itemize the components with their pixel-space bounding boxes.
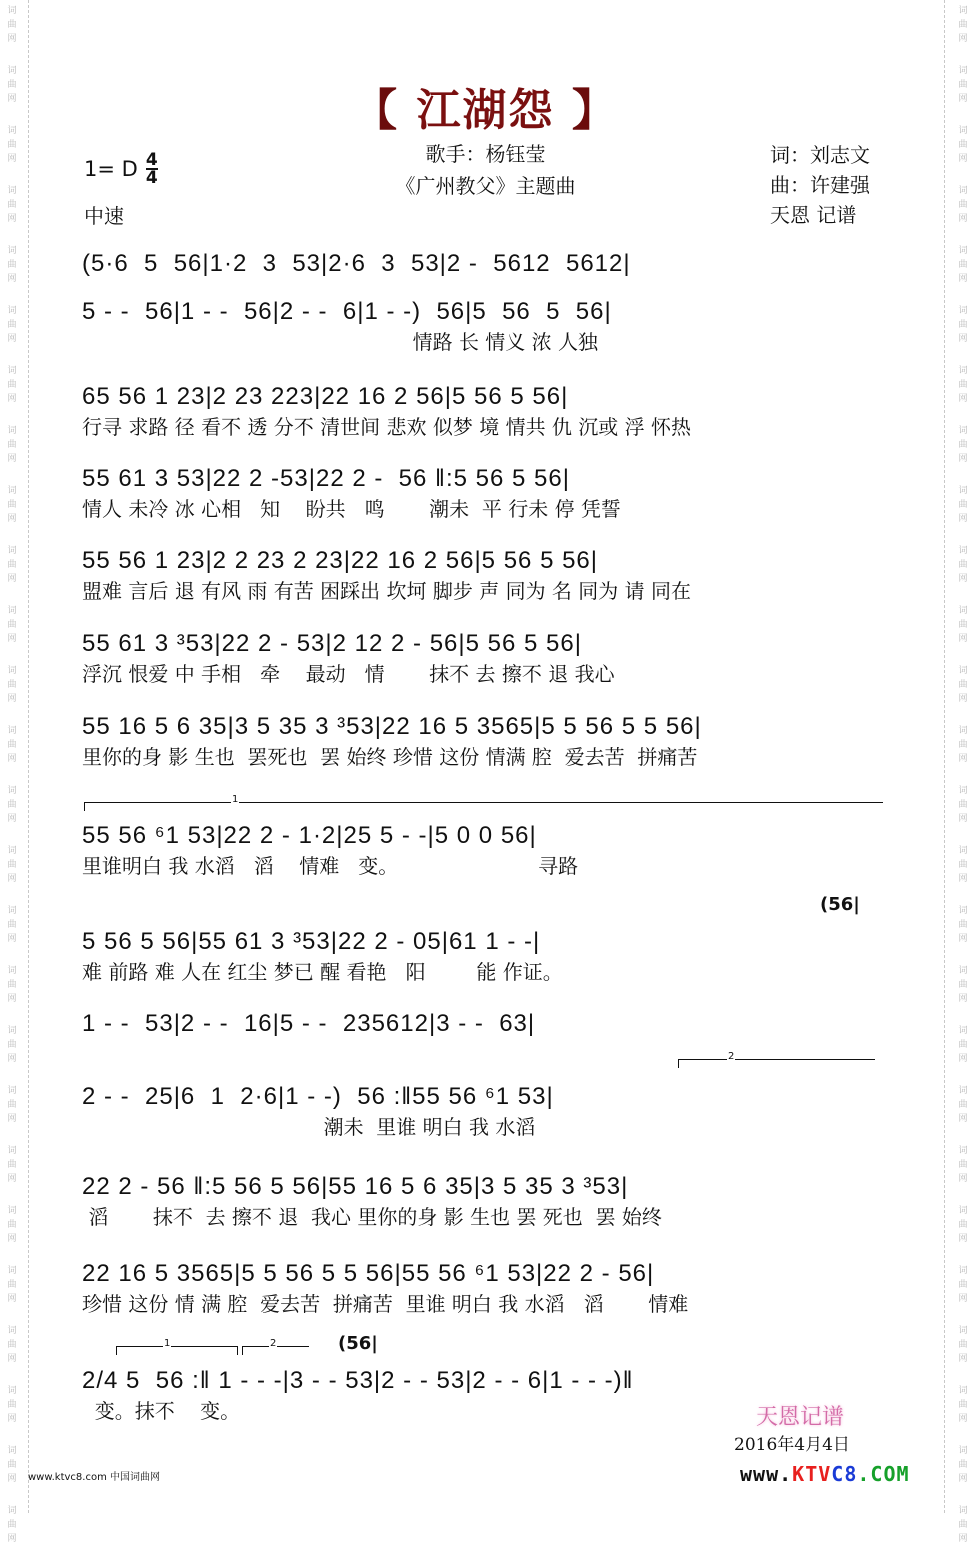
watermark-glyph: 网 [958,1534,968,1544]
watermark-glyph: 词 [7,126,17,136]
singer-line: 歌手：杨钰莹 [425,142,546,166]
watermark-glyph: 曲 [7,1340,17,1350]
watermark-glyph: 词 [7,606,17,616]
watermark-glyph: 网 [7,94,17,104]
watermark-glyph: 网 [958,934,968,944]
watermark-glyph: 曲 [958,1520,968,1530]
watermark-glyph: 曲 [7,860,17,870]
watermark-glyph: 词 [958,906,968,916]
watermark-glyph-group [2,1384,22,1426]
watermark-glyph: 网 [958,1174,968,1184]
logo-www: www. [740,1462,793,1486]
watermark-glyph: 网 [7,1234,17,1244]
watermark-glyph: 曲 [958,80,968,90]
watermark-glyph: 网 [958,274,968,284]
watermark-glyph: 曲 [7,320,17,330]
watermark-glyph: 网 [7,154,17,164]
watermark-glyph-group [953,784,971,826]
watermark-glyph: 词 [7,1146,17,1156]
watermark-glyph: 曲 [7,1100,17,1110]
watermark-glyph: 网 [958,634,968,644]
watermark-glyph: 网 [7,814,17,824]
watermark-glyph: 曲 [958,380,968,390]
watermark-glyph: 网 [958,574,968,584]
watermark-glyph: 曲 [958,1400,968,1410]
watermark-glyph: 词 [958,246,968,256]
watermark-glyph-group [953,1444,971,1486]
watermark-glyph: 网 [958,1234,968,1244]
score-line [82,250,886,278]
lyrics-row: 滔 抹不 去 擦不 退 我心 里你的身 影 生也 罢 死也 罢 始终 [82,1205,662,1229]
pickup-notation: (56| [820,894,860,915]
right-margin-watermark [944,0,971,1544]
watermark-glyph: 网 [958,1054,968,1064]
watermark-glyph-group [2,1504,22,1546]
watermark-glyph: 词 [958,1026,968,1036]
score-line [82,630,886,687]
watermark-glyph: 曲 [958,860,968,870]
watermark-glyph: 网 [7,274,17,284]
watermark-glyph: 网 [7,214,17,224]
watermark-glyph: 曲 [958,1100,968,1110]
watermark-glyph: 曲 [958,1460,968,1470]
watermark-glyph-group [2,664,22,706]
watermark-glyph-group [2,1444,22,1486]
watermark-glyph: 曲 [958,1160,968,1170]
score-line [82,465,886,522]
watermark-glyph-group [953,484,971,526]
lyrics-row: 潮未 里谁 明白 我 水滔 [82,1115,536,1139]
watermark-glyph: 网 [958,1474,968,1484]
watermark-glyph: 网 [958,94,968,104]
key-signature [84,152,158,186]
watermark-glyph: 网 [958,1114,968,1124]
watermark-glyph: 网 [958,994,968,1004]
watermark-glyph: 曲 [7,380,17,390]
watermark-glyph: 词 [7,1206,17,1216]
notation-row: 55 61 3 53|22 2 -53|22 2 - 56 ‖:5 56 5 56| [82,465,570,492]
notation-row: 55 61 3 ³53|22 2 - 53|2 12 2 - 56|5 56 5 56| [82,630,582,657]
watermark-glyph: 网 [958,514,968,524]
logo-ktv: KTV [792,1462,832,1486]
watermark-glyph-group [2,1144,22,1186]
watermark-glyph-group [2,484,22,526]
watermark-glyph: 网 [958,694,968,704]
title-bracket-left: 【 [353,85,400,136]
watermark-glyph: 曲 [7,440,17,450]
watermark-glyph: 网 [7,994,17,1004]
volta-2-ending [242,1338,309,1355]
volta-1-bracket [84,794,883,811]
watermark-glyph-group [953,1084,971,1126]
watermark-glyph-group [953,304,971,346]
score-line [82,713,886,770]
watermark-glyph: 网 [958,214,968,224]
time-signature [146,152,158,186]
watermark-glyph-group [953,1204,971,1246]
watermark-glyph: 曲 [7,1520,17,1530]
notation-row: 65 56 1 23|2 23 223|22 16 2 56|5 56 5 56| [82,383,569,410]
watermark-glyph: 网 [7,514,17,524]
watermark-glyph-group [953,1144,971,1186]
watermark-glyph-group [953,724,971,766]
watermark-glyph: 网 [958,874,968,884]
watermark-glyph-group [2,724,22,766]
watermark-glyph: 曲 [958,560,968,570]
watermark-glyph: 词 [7,966,17,976]
watermark-glyph: 词 [958,726,968,736]
watermark-glyph-group [2,844,22,886]
watermark-glyph: 曲 [958,740,968,750]
watermark-glyph: 网 [7,934,17,944]
watermark-glyph: 网 [7,394,17,404]
watermark-glyph: 词 [7,366,17,376]
notation-row: 55 56 ⁶1 53|22 2 - 1·2|25 5 - -|5 0 0 56| [82,822,537,849]
watermark-glyph: 词 [958,1446,968,1456]
watermark-glyph: 词 [7,1266,17,1276]
watermark-glyph: 词 [7,1326,17,1336]
watermark-glyph: 网 [958,154,968,164]
watermark-glyph: 词 [958,1086,968,1096]
watermark-glyph: 词 [958,786,968,796]
watermark-glyph-group [2,364,22,406]
watermark-glyph: 网 [7,874,17,884]
notation-row: 2/4 5 56 :‖ 1 - - -|3 - - 53|2 - - 53|2 - - 6|1 - - -)‖ [82,1367,634,1394]
lyrics-row: 里谁明白 我 水滔 滔 情难 变。 寻路 [82,854,579,878]
watermark-glyph: 曲 [7,620,17,630]
watermark-glyph-group [2,1204,22,1246]
watermark-glyph: 曲 [7,800,17,810]
watermark-glyph: 词 [958,1386,968,1396]
watermark-glyph-group [953,1024,971,1066]
watermark-glyph: 词 [7,1086,17,1096]
watermark-glyph: 曲 [7,980,17,990]
time-sig-bottom: 4 [145,168,158,188]
watermark-glyph: 词 [958,846,968,856]
watermark-glyph-group [953,844,971,886]
watermark-glyph: 曲 [7,140,17,150]
watermark-glyph-group [953,1264,971,1306]
left-margin-watermark [0,0,29,1544]
watermark-glyph: 网 [958,1414,968,1424]
watermark-glyph: 网 [7,1534,17,1544]
watermark-glyph: 词 [7,726,17,736]
volta-2-label: 2 [728,1051,735,1062]
watermark-glyph: 词 [958,426,968,436]
lyrics-row: 变。抹不 变。 [82,1399,241,1423]
title-text: 江湖怨 [416,85,555,136]
watermark-glyph: 曲 [7,1400,17,1410]
watermark-glyph-group [953,424,971,466]
watermark-glyph: 网 [7,634,17,644]
watermark-glyph-group [953,4,971,46]
transcriber-stamp: 天恩记谱 [756,1405,845,1430]
score-line [82,1173,886,1230]
watermark-glyph: 词 [958,1266,968,1276]
score-line [82,822,886,879]
watermark-glyph: 词 [958,186,968,196]
watermark-glyph-group [2,904,22,946]
watermark-glyph: 曲 [958,440,968,450]
watermark-glyph: 网 [7,694,17,704]
watermark-glyph: 曲 [7,560,17,570]
watermark-glyph: 网 [7,1474,17,1484]
key-text: 1= D [84,157,138,181]
lyrics-row: 珍惜 这份 情 满 腔 爱去苦 拼痛苦 里谁 明白 我 水滔 滔 情难 [82,1292,689,1316]
lyrics-row: 行寻 求路 径 看不 透 分不 清世间 悲欢 似梦 境 情共 仇 沉或 浮 怀热 [82,415,692,439]
watermark-glyph: 网 [958,754,968,764]
watermark-glyph-group [953,1504,971,1546]
watermark-glyph: 网 [7,334,17,344]
watermark-glyph: 词 [7,546,17,556]
watermark-glyph-group [2,304,22,346]
watermark-glyph: 网 [7,1174,17,1184]
watermark-glyph: 词 [958,126,968,136]
watermark-glyph: 词 [7,666,17,676]
score-line [82,1260,886,1317]
notation-row: 2 - - 25|6 1 2·6|1 - -) 56 :‖55 56 ⁶1 53| [82,1083,554,1110]
watermark-glyph: 网 [7,34,17,44]
watermark-glyph: 网 [958,454,968,464]
watermark-glyph: 曲 [958,1220,968,1230]
watermark-glyph: 词 [958,606,968,616]
watermark-glyph: 曲 [7,1040,17,1050]
watermark-glyph-group [2,1024,22,1066]
logo-com: .COM [857,1462,910,1486]
watermark-glyph-group [953,604,971,646]
watermark-glyph-group [953,1384,971,1426]
score-line [82,298,886,355]
title-bracket-right: 】 [571,85,618,136]
watermark-glyph: 词 [7,1506,17,1516]
watermark-glyph: 曲 [7,80,17,90]
watermark-glyph-group [953,964,971,1006]
watermark-glyph: 词 [958,1206,968,1216]
watermark-glyph-group [2,1084,22,1126]
lyricist: 词：刘志文 [770,143,870,167]
watermark-glyph: 词 [7,786,17,796]
watermark-glyph: 曲 [958,20,968,30]
watermark-glyph: 网 [7,1294,17,1304]
watermark-glyph: 词 [7,6,17,16]
watermark-glyph: 网 [958,814,968,824]
watermark-glyph: 曲 [958,620,968,630]
notation-row: 55 56 1 23|2 2 23 2 23|22 16 2 56|5 56 5 56| [82,547,599,574]
tempo-marking: 中速 [84,204,124,228]
watermark-glyph: 曲 [958,1280,968,1290]
lyrics-row: 浮沉 恨爱 中 手相 牵 最动 情 抹不 去 擦不 退 我心 [82,662,615,686]
watermark-glyph: 网 [7,574,17,584]
score-line [82,1083,886,1140]
volta-1-ending-label: 1 [164,1338,171,1349]
watermark-glyph: 曲 [7,1160,17,1170]
watermark-glyph: 曲 [958,1040,968,1050]
watermark-glyph: 词 [7,186,17,196]
watermark-glyph-group [2,424,22,466]
watermark-glyph: 曲 [958,320,968,330]
score-line [82,547,886,604]
watermark-glyph: 词 [7,246,17,256]
logo-c8: C8 [831,1462,858,1486]
watermark-glyph: 词 [958,666,968,676]
watermark-glyph-group [953,904,971,946]
watermark-glyph: 曲 [958,260,968,270]
watermark-glyph: 词 [958,486,968,496]
watermark-glyph: 词 [7,66,17,76]
watermark-glyph: 曲 [7,1280,17,1290]
volta-1-ending [116,1338,238,1355]
watermark-glyph-group [2,4,22,46]
watermark-glyph-group [2,244,22,286]
watermark-glyph: 词 [7,426,17,436]
watermark-glyph: 词 [7,1026,17,1036]
lyrics-row: 盟难 言后 退 有风 雨 有苦 困踩出 坎坷 脚步 声 同为 名 同为 请 同在 [82,579,692,603]
watermark-glyph-group [953,1324,971,1366]
watermark-glyph: 网 [958,34,968,44]
volta-2-ending-label: 2 [270,1338,277,1349]
watermark-glyph: 词 [958,66,968,76]
watermark-glyph: 曲 [7,920,17,930]
watermark-glyph-group [953,664,971,706]
watermark-glyph: 词 [958,366,968,376]
watermark-glyph: 曲 [958,680,968,690]
notation-row: (5·6 5 56|1·2 3 53|2·6 3 53|2 - 5612 5612| [82,250,631,277]
watermark-glyph-group [2,1324,22,1366]
watermark-glyph-group [2,604,22,646]
score-line [82,1010,886,1038]
watermark-glyph: 词 [7,846,17,856]
watermark-glyph: 网 [7,754,17,764]
pickup-notation: (56| [338,1333,378,1354]
lyrics-row: 里你的身 影 生也 罢死也 罢 始终 珍惜 这份 情满 腔 爱去苦 拼痛苦 [82,745,698,769]
watermark-glyph: 词 [7,1386,17,1396]
watermark-glyph: 词 [958,1146,968,1156]
watermark-glyph-group [953,364,971,406]
watermark-glyph: 曲 [7,1220,17,1230]
watermark-glyph: 词 [958,1506,968,1516]
transcription-date: 2016年4月4日 [734,1435,850,1455]
watermark-glyph: 网 [958,1294,968,1304]
watermark-glyph-group [2,964,22,1006]
watermark-glyph: 曲 [7,680,17,690]
volta-1-label: 1 [232,794,239,805]
lyrics-row: 情人 未冷 冰 心相 知 盼共 鸣 潮未 平 行未 停 凭誓 [82,497,621,521]
watermark-glyph: 曲 [958,800,968,810]
watermark-glyph: 网 [7,1054,17,1064]
watermark-glyph-group [2,1264,22,1306]
site-logo [740,1462,910,1486]
watermark-glyph-group [953,544,971,586]
watermark-glyph: 网 [958,334,968,344]
notation-row: 55 16 5 6 35|3 5 35 3 ³53|22 16 5 3565|5 5 56 5 5 56| [82,713,702,740]
watermark-glyph-group [2,784,22,826]
watermark-glyph: 曲 [7,1460,17,1470]
watermark-glyph: 词 [958,966,968,976]
lyrics-row: 情路 长 情义 浓 人独 [82,330,599,354]
volta-2-bracket [678,1051,875,1068]
notation-row: 5 - - 56|1 - - 56|2 - - 6|1 - -) 56|5 56 5 56| [82,298,612,325]
watermark-glyph: 曲 [958,500,968,510]
score-line [82,383,886,440]
watermark-glyph: 曲 [7,20,17,30]
transcriber: 天恩 记谱 [770,203,857,227]
site-credit: www.ktvc8.com 中国词曲网 [28,1472,161,1483]
watermark-glyph: 词 [958,1326,968,1336]
watermark-glyph: 曲 [958,140,968,150]
watermark-glyph: 网 [7,1114,17,1124]
credits [770,140,870,230]
lyrics-row: 难 前路 难 人在 红尘 梦已 醒 看艳 阳 能 作证。 [82,960,563,984]
watermark-glyph: 曲 [958,920,968,930]
watermark-glyph: 网 [958,1354,968,1364]
watermark-glyph: 词 [7,306,17,316]
time-sig-top: 4 [145,150,158,170]
watermark-glyph: 曲 [958,200,968,210]
watermark-glyph: 曲 [958,1340,968,1350]
watermark-glyph: 网 [7,454,17,464]
watermark-glyph: 曲 [958,980,968,990]
score-line [82,894,886,985]
watermark-glyph-group [2,544,22,586]
song-title [0,74,971,138]
composer: 曲：许建强 [770,173,870,197]
watermark-glyph: 词 [7,486,17,496]
watermark-glyph: 词 [958,546,968,556]
watermark-glyph: 网 [958,394,968,404]
watermark-glyph: 词 [958,306,968,316]
watermark-glyph: 网 [7,1414,17,1424]
notation-row: 22 2 - 56 ‖:5 56 5 56|55 16 5 6 35|3 5 35 3 ³53| [82,1173,629,1200]
watermark-glyph: 曲 [7,740,17,750]
watermark-glyph: 网 [7,1354,17,1364]
theme-line: 《广州教父》主题曲 [395,174,576,198]
watermark-glyph: 词 [7,1446,17,1456]
watermark-glyph: 词 [958,6,968,16]
watermark-glyph: 词 [7,906,17,916]
notation-row: 22 16 5 3565|5 5 56 5 5 56|55 56 ⁶1 53|22 2 - 56| [82,1260,655,1287]
watermark-glyph-group [953,244,971,286]
watermark-glyph: 曲 [7,200,17,210]
notation-row: 1 - - 53|2 - - 16|5 - - 235612|3 - - 63| [82,1010,536,1037]
watermark-glyph: 曲 [7,500,17,510]
notation-row: 5 56 5 56|55 61 3 ³53|22 2 - 05|61 1 - -| [82,928,541,955]
watermark-glyph: 曲 [7,260,17,270]
